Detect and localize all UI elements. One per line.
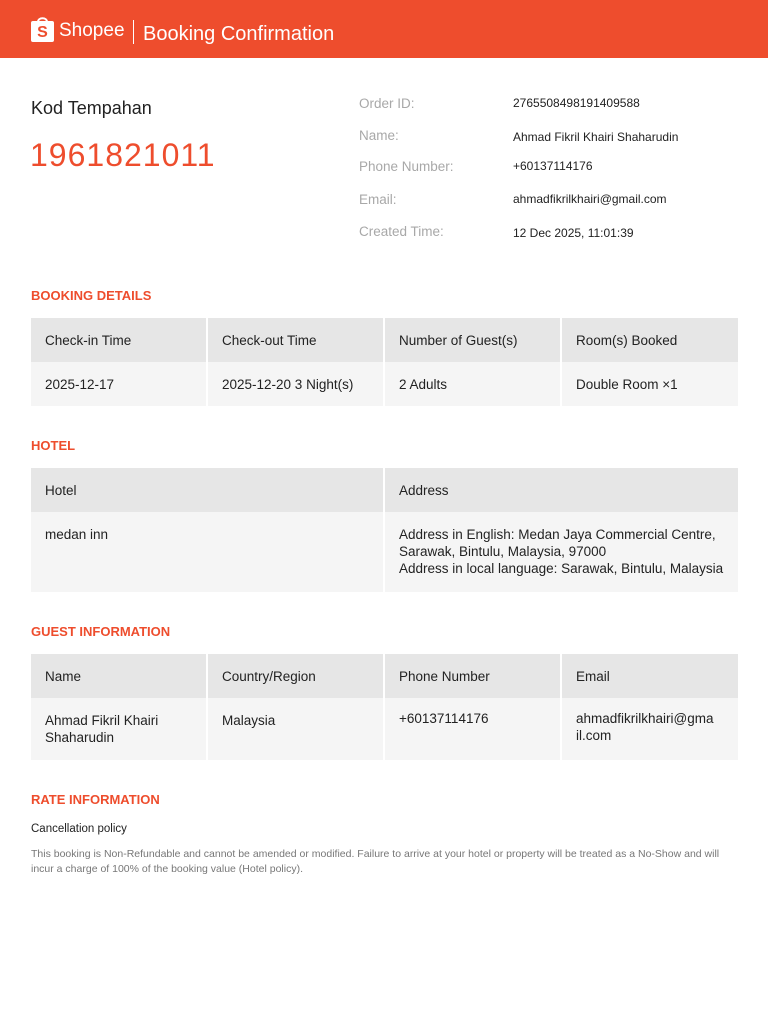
- cell-phone: +60137114176: [385, 698, 560, 760]
- booking-code-label: Kod Tempahan: [31, 98, 152, 118]
- cell-guests: 2 Adults: [385, 362, 560, 406]
- address-line: Address in English: Medan Jaya Commercial Centre,: [399, 527, 716, 542]
- guest-name-line: Shaharudin: [45, 730, 115, 745]
- header-bar: [0, 0, 768, 58]
- phone-value: +60137114176: [513, 159, 593, 173]
- order-id-label: Order ID:: [359, 96, 415, 111]
- hotel-title: HOTEL: [31, 438, 76, 453]
- cell-hotel-name: medan inn: [31, 512, 383, 592]
- cell-rooms: Double Room ×1: [562, 362, 738, 406]
- svg-text:S: S: [37, 24, 48, 41]
- header-hotel: Hotel: [31, 468, 383, 512]
- header-divider: [133, 20, 134, 44]
- cell-hotel-address: [385, 512, 738, 592]
- cancellation-policy-text: This booking is Non-Refundable and cannot be amended or modified. Failure to arrive at your hotel or property will be treated as a No-Show and will incur a charge of 100% of the booking value (Hotel policy).: [31, 848, 720, 875]
- page-title: Booking Confirmation: [143, 23, 335, 45]
- booking-code-value: 1961821011: [30, 137, 216, 173]
- address-line: Address in local language: Sarawak, Bintulu, Malaysia: [399, 561, 724, 576]
- booking-details-table: [31, 318, 738, 406]
- created-time-value: 12 Dec 2025, 11:01:39: [513, 226, 634, 240]
- email-label: Email:: [359, 192, 397, 207]
- header-rooms: Room(s) Booked: [562, 318, 738, 362]
- header-check-out: Check-out Time: [208, 318, 383, 362]
- name-label: Name:: [359, 128, 399, 143]
- cancellation-policy-title: Cancellation policy: [31, 823, 127, 835]
- rate-info-title: RATE INFORMATION: [31, 792, 160, 807]
- cell-email: [562, 698, 738, 760]
- name-value: Ahmad Fikril Khairi Shaharudin: [513, 130, 679, 144]
- phone-label: Phone Number:: [359, 159, 454, 174]
- guest-name-line: Ahmad Fikril Khairi: [45, 713, 159, 728]
- cell-guest-name: [31, 698, 206, 760]
- shopee-bag-icon: [31, 14, 54, 42]
- header-address: Address: [385, 468, 738, 512]
- header-country: Country/Region: [208, 654, 383, 698]
- email-line: il.com: [576, 728, 612, 743]
- email-line: ahmadfikrilkhairi@gma: [576, 711, 714, 726]
- address-line: Sarawak, Bintulu, Malaysia, 97000: [399, 544, 607, 559]
- cell-check-in: 2025-12-17: [31, 362, 206, 406]
- header-guest-name: Name: [31, 654, 206, 698]
- header-check-in: Check-in Time: [31, 318, 206, 362]
- guest-info-table: [31, 654, 738, 760]
- email-value: ahmadfikrilkhairi@gmail.com: [513, 192, 667, 206]
- order-id-value: 2765508498191409588: [513, 96, 640, 110]
- header-phone: Phone Number: [385, 654, 560, 698]
- created-time-label: Created Time:: [359, 224, 444, 239]
- cell-country: Malaysia: [208, 698, 383, 760]
- booking-details-title: BOOKING DETAILS: [31, 288, 152, 303]
- guest-info-title: GUEST INFORMATION: [31, 624, 171, 639]
- header-email: Email: [562, 654, 738, 698]
- hotel-table: [31, 468, 738, 592]
- cell-check-out: 2025-12-20 3 Night(s): [208, 362, 383, 406]
- header-guests: Number of Guest(s): [385, 318, 560, 362]
- brand-name: Shopee: [59, 20, 125, 41]
